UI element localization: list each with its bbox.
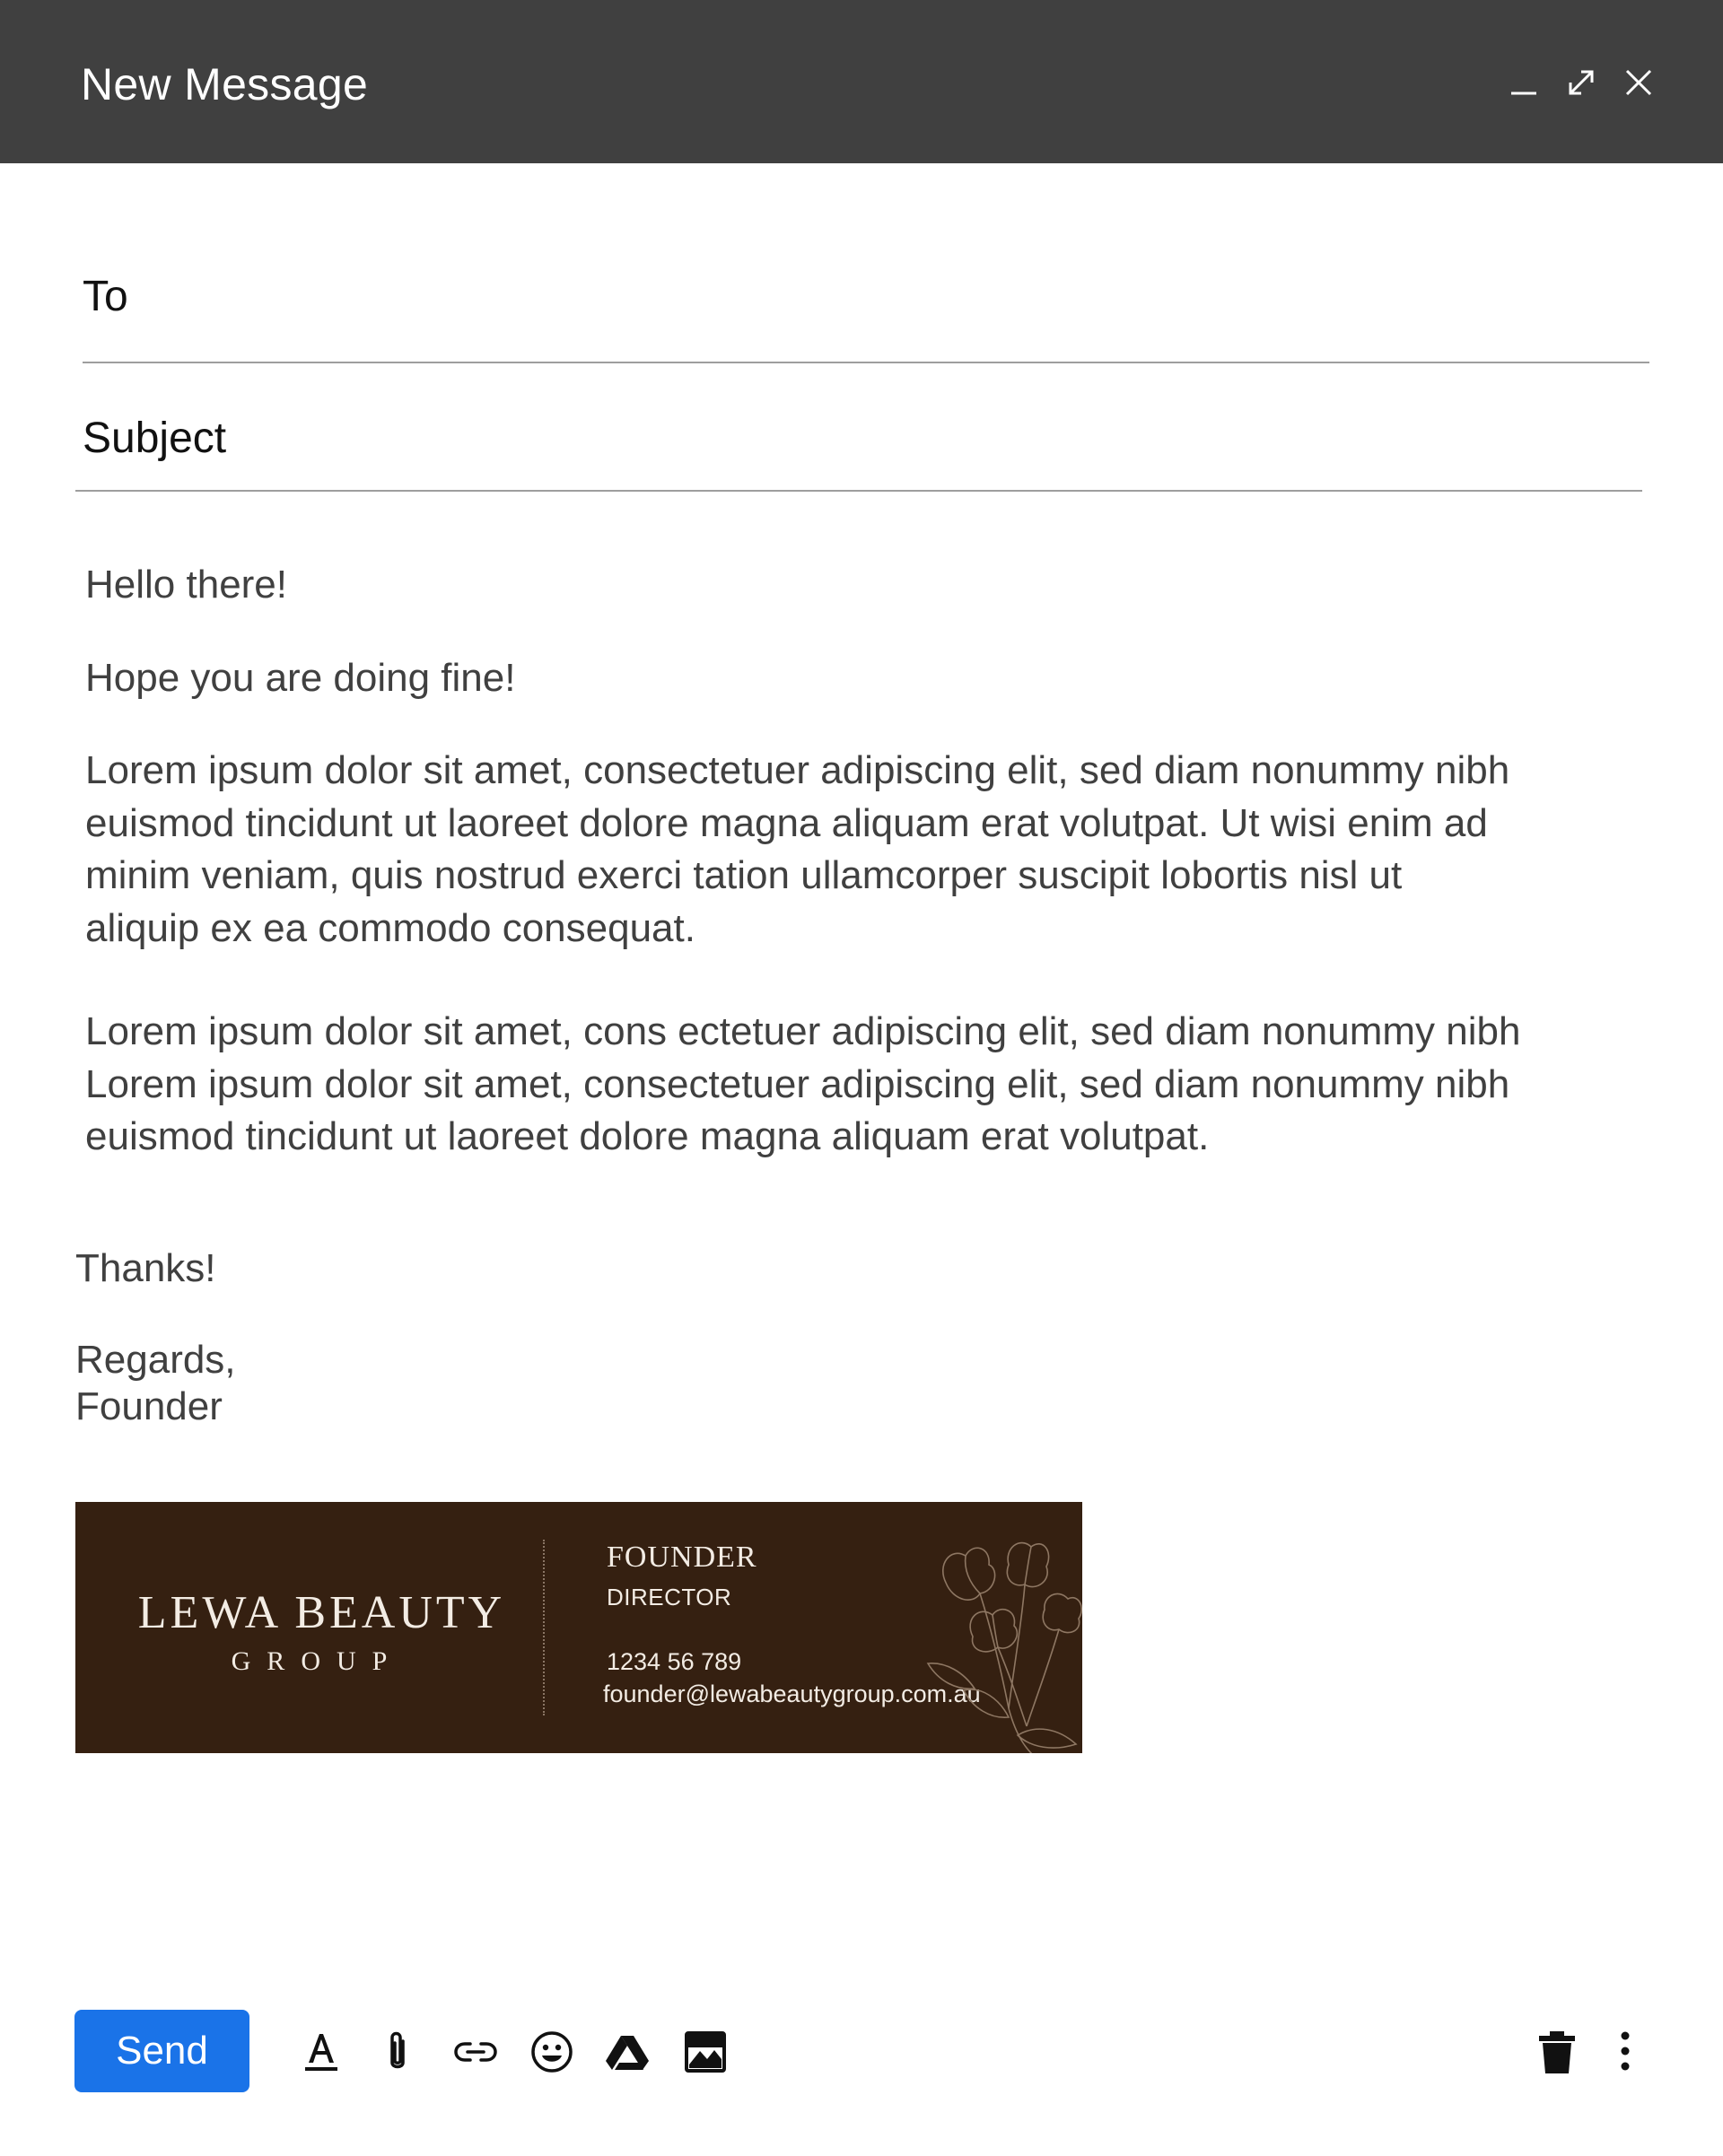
minimize-icon[interactable]	[1504, 63, 1544, 102]
signature-subrole: DIRECTOR	[607, 1584, 732, 1610]
signature-phone: 1234 56 789	[607, 1648, 742, 1675]
signature-divider	[543, 1540, 545, 1715]
window-title: New Message	[81, 59, 369, 109]
signature-role: FOUNDER	[607, 1541, 757, 1574]
paragraph-line: Lorem ipsum dolor sit amet, cons ectetuer adipiscing elit, sed diam nonummy nibh	[85, 1009, 1521, 1053]
more-options-icon[interactable]	[1600, 2027, 1650, 2077]
closing	[75, 1337, 236, 1430]
brand-name: LEWA BEAUTY	[137, 1587, 506, 1638]
format-text-icon[interactable]	[296, 2027, 346, 2077]
subject-divider	[75, 490, 1642, 492]
regards-line: Regards,	[75, 1338, 236, 1382]
to-divider	[83, 362, 1649, 363]
greeting-line: Hello there!	[85, 563, 288, 607]
close-icon[interactable]	[1619, 63, 1658, 102]
sender-name: Founder	[75, 1384, 223, 1428]
expand-icon[interactable]	[1561, 63, 1601, 102]
paragraph-line: aliquip ex ea commodo consequat.	[85, 905, 695, 950]
compose-header	[0, 0, 1723, 163]
email-signature-banner	[75, 1502, 1082, 1753]
paragraph-line: euismod tincidunt ut laoreet dolore magna aliquam erat volutpat. Ut wisi enim ad	[85, 800, 1488, 845]
paragraph-line: Lorem ipsum dolor sit amet, consectetuer adipiscing elit, sed diam nonummy nibh	[85, 748, 1510, 792]
body-paragraph	[85, 745, 1539, 955]
to-field[interactable]: To	[83, 273, 128, 320]
paragraph-line: euismod tincidunt ut laoreet dolore magna aliquam erat volutpat.	[85, 1114, 1210, 1158]
brand-subtitle: GROUP	[231, 1646, 404, 1676]
thanks-line: Thanks!	[75, 1246, 216, 1290]
body-paragraph	[85, 1006, 1539, 1164]
signature-email: founder@lewabeautygroup.com.au	[603, 1680, 981, 1707]
paragraph-line: Lorem ipsum dolor sit amet, consectetuer adipiscing elit, sed diam nonummy nibh	[85, 1061, 1510, 1106]
attach-icon[interactable]	[372, 2027, 423, 2077]
drive-icon[interactable]	[602, 2027, 652, 2077]
emoji-icon[interactable]	[527, 2027, 577, 2077]
subject-field[interactable]: Subject	[83, 415, 227, 462]
send-button[interactable]: Send	[74, 2010, 249, 2092]
delete-icon[interactable]	[1532, 2027, 1582, 2077]
link-icon[interactable]	[450, 2027, 501, 2077]
body-line: Hope you are doing fine!	[85, 656, 516, 700]
floral-illustration-icon	[910, 1529, 1082, 1753]
insert-photo-icon[interactable]	[680, 2027, 730, 2077]
paragraph-line: minim veniam, quis nostrud exerci tation ullamcorper suscipit lobortis nisl ut	[85, 853, 1403, 897]
